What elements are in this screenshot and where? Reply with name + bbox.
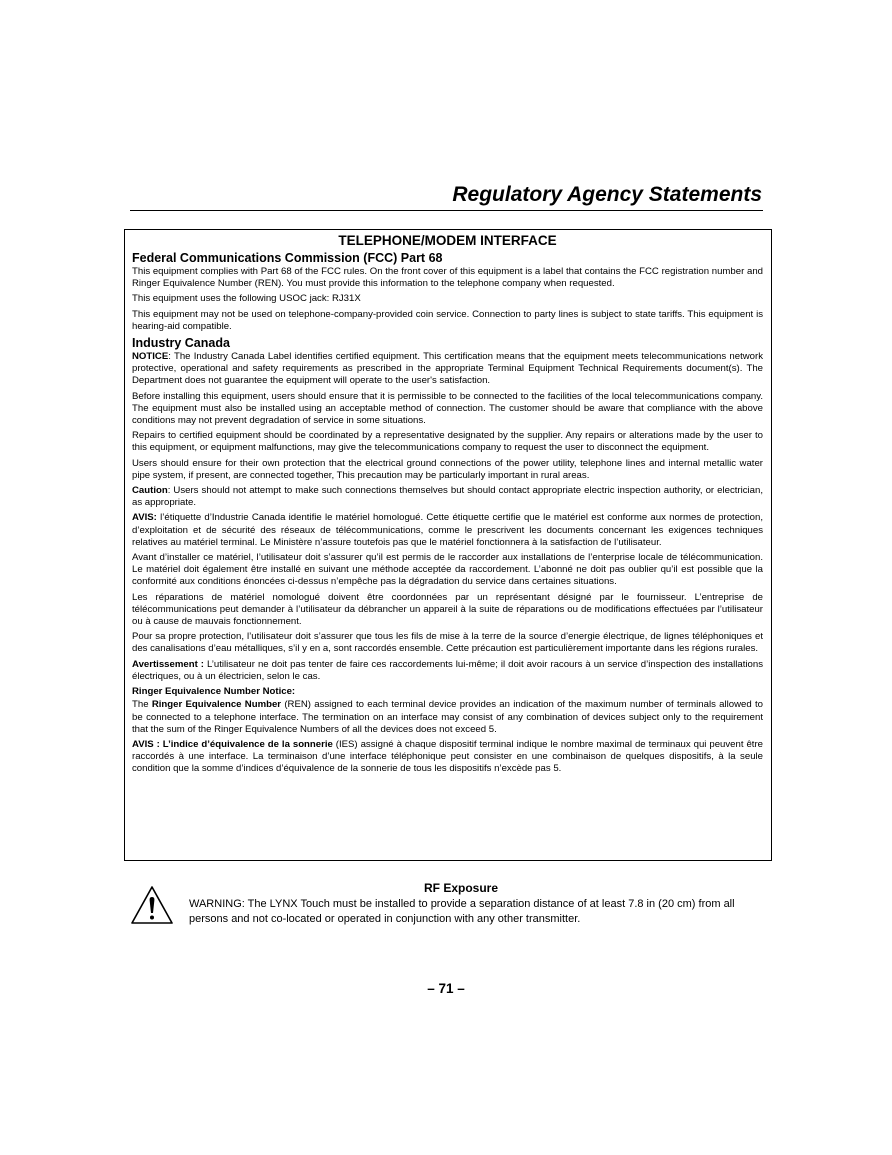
ic-paragraph-4: Users should ensure for their own protection that the electrical ground connections of the power utility, telephone lines and internal metallic water pipe system, if present, are connected together, This precaution may be particularly important in rural areas. xyxy=(132,457,763,481)
french-paragraph-4: Pour sa propre protection, l’utilisateur doit s’assurer que tous les fils de mise à la terre de la source d’energie électrique, de lignes téléphoniques et des canalisations d’eau métalliques, s’il y en a, sont raccordés ensemble. Cette précaution est particulièrement importante dans les régions rurales. xyxy=(132,631,763,655)
notice-label: NOTICE xyxy=(132,351,169,363)
ies-label: AVIS : L’indice d’équivalence de la sonnerie xyxy=(132,738,333,750)
caution-text: : Users should not attempt to make such connections themselves but should contact appropriate electric inspection authority, or electrician, as appropriate. xyxy=(132,485,763,509)
avis-label: AVIS: xyxy=(132,512,157,524)
box-title: TELEPHONE/MODEM INTERFACE xyxy=(338,233,557,248)
ren-text: (REN) assigned to each terminal device provides an indication of the maximum number of terminals allowed to be connected to a telephone interface. The termination on an interface may consist of any combination of devices subject only to the requirement that the sum of the Ringer Equivalence Numbers of all the devices does not exceed 5. xyxy=(132,699,763,735)
french-paragraph-2: Avant d’installer ce matériel, l’utilisateur doit s’assurer qu’il est permis de le raccorder aux installations de l’enterprise locale de télécommunication. Le matériel doit également être installé en suivant une méthode acceptée da raccordement. L’abonné ne doit pas oublier qu’il est possible que la conformité aux conditions énoncées ci-dessus n’empêche pas la dégradation du service dans certaines situations. xyxy=(132,552,763,588)
industry-canada-heading: Industry Canada xyxy=(132,336,230,351)
ic-paragraph-3: Repairs to certified equipment should be coordinated by a representative designated by the supplier. Any repairs or alterations made by the user to this equipment, or equipment malfunctions, may give the telecommunications company to request the user to disconnect the equipment. xyxy=(132,430,763,454)
fcc-paragraph-2: This equipment uses the following USOC jack: RJ31X xyxy=(132,293,361,305)
header-rule xyxy=(130,210,763,211)
caution-paragraph xyxy=(132,485,763,509)
rf-warning-text: WARNING: The LYNX Touch must be installed to provide a separation distance of at least 7.8 in (20 cm) from all persons and not co-located or operated in conjunction with any other transmitter. xyxy=(189,898,735,925)
ies-paragraph xyxy=(132,739,763,776)
ic-paragraph-2: Before installing this equipment, users should ensure that it is permissible to be connected to the facilities of the local telecommunications company. The equipment must also be installed using an acceptable method of connection. The customer should be aware that compliance with the above conditions may not prevent degradation of service in some situations. xyxy=(132,390,763,427)
avis-paragraph xyxy=(132,512,763,549)
rf-exposure-section xyxy=(124,881,764,941)
fcc-paragraph-1: This equipment complies with Part 68 of the FCC rules. On the front cover of this equipment is a label that contains the FCC registration number and Ringer Equivalence Number (REN). You must provide this information to the telephone company when requested. xyxy=(132,266,763,290)
notice-paragraph xyxy=(132,351,763,388)
ren-paragraph xyxy=(132,699,763,736)
fcc-heading: Federal Communications Commission (FCC) Part 68 xyxy=(132,251,443,265)
avertissement-text: L’utilisateur ne doit pas tenter de faire ces raccordements lui-même; il doit avoir racours à un service d’inspection des installations électriques, ou à un électricien, selon le cas. xyxy=(132,658,764,682)
french-paragraph-3: Les réparations de matériel nomologué doivent être coordonnées par un représentant désigné par le fournisseur. L’entreprise de télécommunications peut demander à l’utilisateur da débrancher un appareil à la suite de réparations ou de modifications effectuées par l’utilisateur ou à cause de mauvais fonctionnement. xyxy=(132,591,763,628)
avis-text: l’étiquette d’Industrie Canada identifie le matériel homologué. Cette étiquette certifie que le matériel est conforme aux normes de protection, d’exploitation et de sécurité des réseaux de télécommunications, comme le prescrivent les documents concernant les exigences techniques relatives au matériel terminal. Le Ministère n’assure toutefois pas que le matériel fonctionnera à la satisfaction de l’utilisateur. xyxy=(132,512,763,548)
avertissement-label: Avertissement : xyxy=(132,658,204,670)
rf-exposure-title: RF Exposure xyxy=(424,881,499,895)
avertissement-paragraph xyxy=(132,659,763,683)
telephone-modem-box xyxy=(124,229,772,861)
ren-heading: Ringer Equivalence Number Notice: xyxy=(132,686,296,698)
notice-text: : The Industry Canada Label identifies certified equipment. This certification means that the equipment meets telecommunications network protective, operational and safety requirements as prescribed in the appropriate Terminal Equipment Technical Requirements document(s). The Department does not guarantee the equipment will operate to the user's satisfaction. xyxy=(132,351,763,387)
fcc-paragraph-3: This equipment may not be used on telephone-company-provided coin service. Connection to party lines is subject to state tariffs. This equipment is hearing-aid compatible. xyxy=(132,308,763,332)
ren-bold: Ringer Equivalence Number xyxy=(151,699,282,711)
ies-text: (IES) assigné à chaque dispositif terminal indique le nombre maximal de terminaux qui peuvent être raccordés à une interface. La terminaison d’une interface téléphonique peut consister en une combinaison de quelques dispositifs, à la seule condition que la somme d’indices d’équivalence de la sonnerie de tous les dispositifs n’excède pas 5. xyxy=(132,738,763,775)
warning-triangle-icon xyxy=(130,885,174,925)
caution-label: Caution xyxy=(132,485,168,497)
page-header-title: Regulatory Agency Statements xyxy=(452,183,762,206)
ren-pre: The xyxy=(132,699,152,711)
page-number: – 71 – xyxy=(427,981,465,996)
